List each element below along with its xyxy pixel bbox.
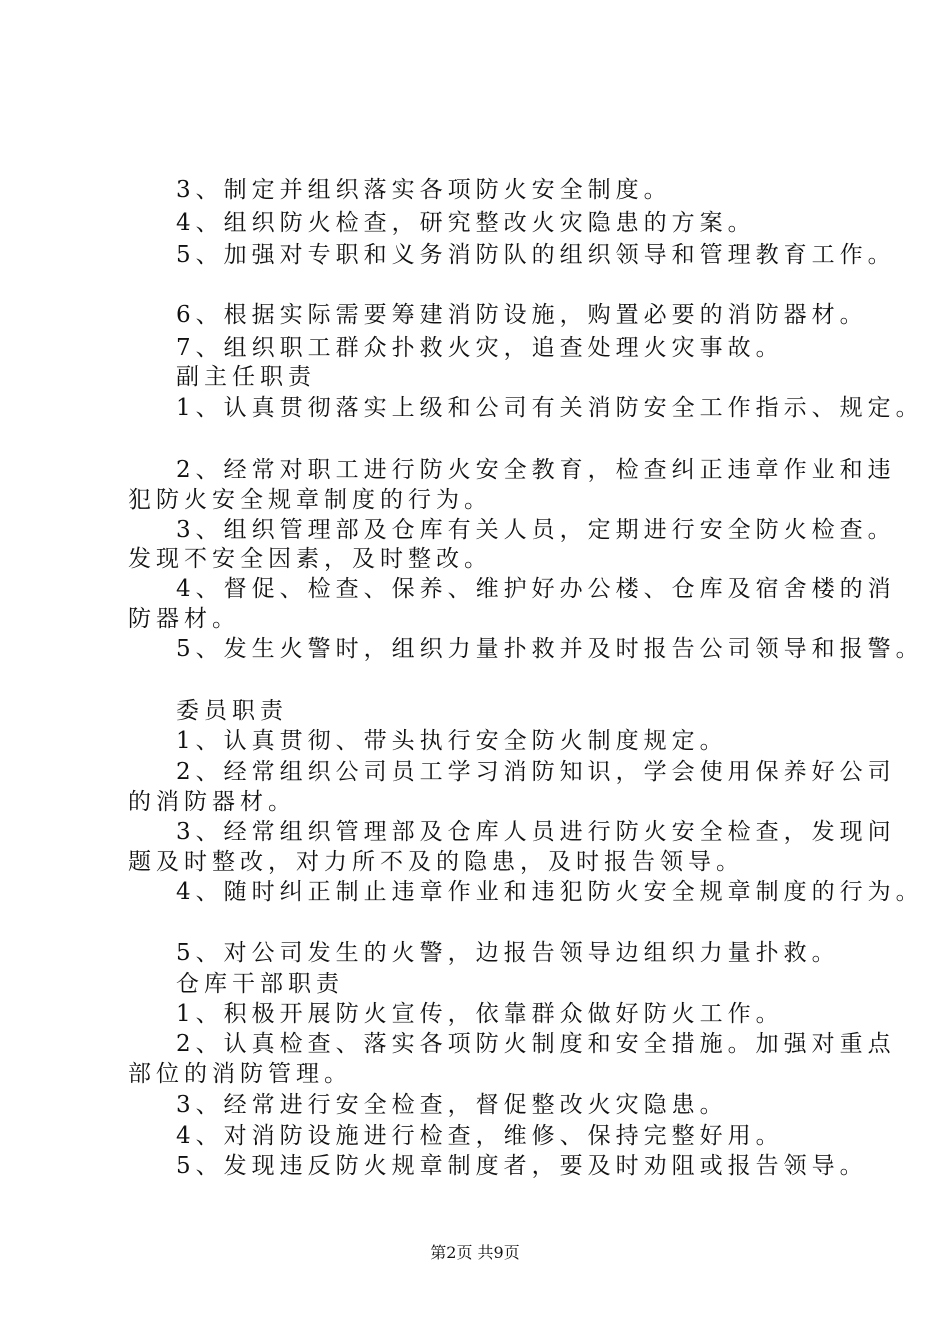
text-line: 3、经常进行安全检查，督促整改火灾隐患。 <box>176 1092 728 1118</box>
text-line: 5、发现违反防火规章制度者，要及时劝阻或报告领导。 <box>176 1153 868 1179</box>
text-line: 犯防火安全规章制度的行为。 <box>128 487 492 513</box>
text-line: 4、随时纠正制止违章作业和违犯防火安全规章制度的行为。 <box>176 879 924 905</box>
page-footer: 第2页 共9页 <box>430 1243 520 1262</box>
section-heading: 副主任职责 <box>176 364 316 390</box>
text-line: 发现不安全因素，及时整改。 <box>128 546 492 572</box>
text-line: 3、制定并组织落实各项防火安全制度。 <box>176 177 672 203</box>
section-heading: 委员职责 <box>176 698 288 724</box>
text-line: 5、发生火警时，组织力量扑救并及时报告公司领导和报警。 <box>176 636 924 662</box>
text-line: 6、根据实际需要筹建消防设施，购置必要的消防器材。 <box>176 302 868 328</box>
text-line: 5、加强对专职和义务消防队的组织领导和管理教育工作。 <box>176 242 896 268</box>
section-heading: 仓库干部职责 <box>176 971 344 997</box>
text-line: 3、组织管理部及仓库有关人员，定期进行安全防火检查。 <box>176 517 896 543</box>
text-line: 4、督促、检查、保养、维护好办公楼、仓库及宿舍楼的消 <box>176 576 896 602</box>
text-line: 4、组织防火检查，研究整改火灾隐患的方案。 <box>176 210 756 236</box>
text-line: 的消防器材。 <box>128 789 296 815</box>
text-line: 5、对公司发生的火警，边报告领导边组织力量扑救。 <box>176 940 840 966</box>
text-line: 部位的消防管理。 <box>128 1061 352 1087</box>
text-line: 1、认真贯彻落实上级和公司有关消防安全工作指示、规定。 <box>176 395 924 421</box>
text-line: 2、经常组织公司员工学习消防知识，学会使用保养好公司 <box>176 759 896 785</box>
text-line: 2、认真检查、落实各项防火制度和安全措施。加强对重点 <box>176 1031 896 1057</box>
text-line: 题及时整改，对力所不及的隐患，及时报告领导。 <box>128 849 744 875</box>
text-line: 1、积极开展防火宣传，依靠群众做好防火工作。 <box>176 1001 784 1027</box>
text-line: 防器材。 <box>128 606 240 632</box>
text-line: 2、经常对职工进行防火安全教育，检查纠正违章作业和违 <box>176 457 896 483</box>
text-line: 3、经常组织管理部及仓库人员进行防火安全检查，发现问 <box>176 819 896 845</box>
text-line: 1、认真贯彻、带头执行安全防火制度规定。 <box>176 728 728 754</box>
text-line: 7、组织职工群众扑救火灾，追查处理火灾事故。 <box>176 335 784 361</box>
text-line: 4、对消防设施进行检查，维修、保持完整好用。 <box>176 1123 784 1149</box>
